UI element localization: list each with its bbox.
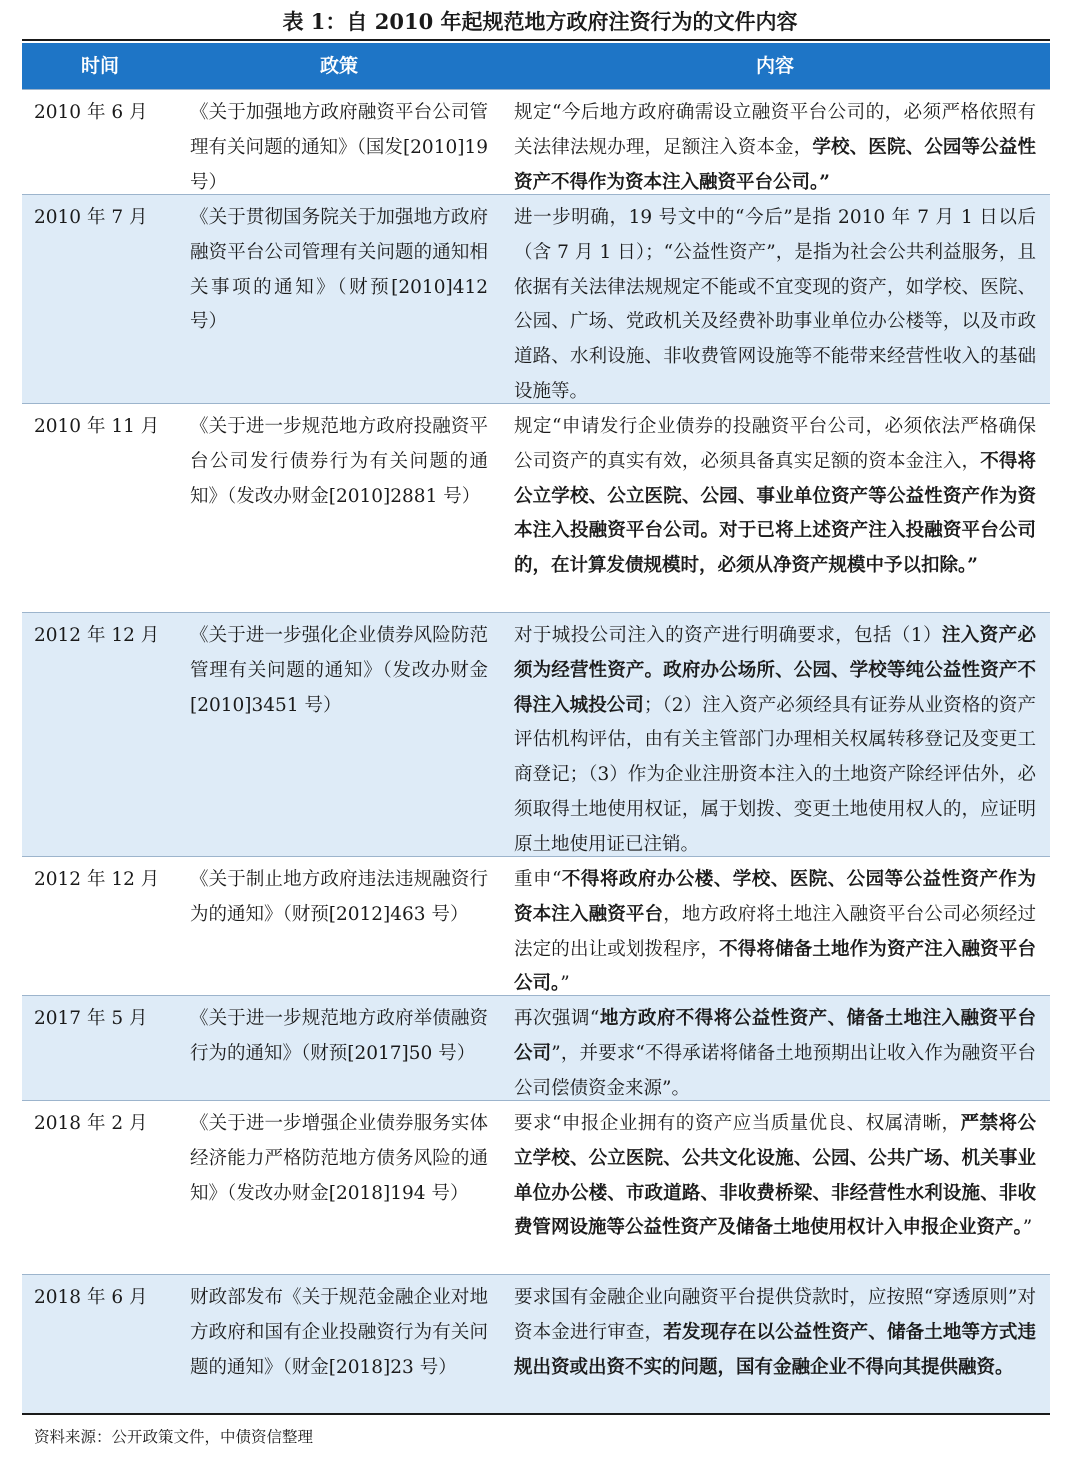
- content-text: 要求“申报企业拥有的资产应当质量优良、权属清晰，: [514, 1113, 961, 1134]
- table-header: [22, 43, 1050, 89]
- row-time: 2018 年 2 月: [34, 1113, 148, 1134]
- content-emphasis: 若发现存在以公益性资产、储备土地等方式违规出资或出资不实的问题，国有金融企业不得向其提供融资。: [514, 1321, 1036, 1378]
- table-bottom-rule: [22, 1413, 1050, 1415]
- table-row: [22, 194, 1050, 403]
- table-row: [22, 1100, 1050, 1274]
- row-policy: 《关于加强地方政府融资平台公司管理有关问题的通知》（国发[2010]19 号）: [190, 102, 488, 193]
- content-text: ”: [1022, 1217, 1033, 1239]
- content-text: 规定“申请发行企业债券的投融资平台公司，必须依法严格确保公司资产的真实有效，必须具备真实足额的资本金注入，: [514, 416, 1036, 472]
- table-row: [22, 403, 1050, 612]
- row-policy: 《关于制止地方政府违法违规融资行为的通知》（财预[2012]463 号）: [190, 869, 488, 925]
- content-text: 对于城投公司注入的资产进行明确要求，包括（1）: [514, 625, 942, 646]
- column-header-content: 内容: [755, 55, 794, 77]
- content-emphasis: 不得将政府办公楼、学校、医院、公园等公益性资产作为资本注入融资平台: [514, 869, 1036, 925]
- row-content: [514, 1002, 1036, 1106]
- row-time: 2018 年 6 月: [34, 1287, 148, 1308]
- row-policy: 《关于进一步规范地方政府投融资平台公司发行债券行为有关问题的通知》（发改办财金[2010]2881 号）: [190, 416, 488, 507]
- row-policy: 《关于进一步强化企业债券风险防范管理有关问题的通知》（发改办财金[2010]3451 号）: [190, 625, 488, 716]
- content-emphasis: 严禁将公立学校、公立医院、公共文化设施、公园、公共广场、机关事业单位办公楼、市政道路、非收费桥梁、非经营性水利设施、非收费管网设施等公益性资产及储备土地使用权计入申报企业资产。: [514, 1113, 1036, 1239]
- content-text: 要求国有金融企业向融资平台提供贷款时，应按照“穿透原则”对资本金进行审查，: [514, 1287, 1036, 1343]
- content-text: ”，并要求“不得承诺将储备土地预期出让收入作为融资平台公司偿债资金来源”。: [514, 1042, 1036, 1099]
- table-row: [22, 89, 1050, 194]
- row-time: 2010 年 11 月: [34, 416, 160, 437]
- table-title: 表 1：自 2010 年起规范地方政府注资行为的文件内容: [282, 9, 798, 34]
- column-header-policy: 政策: [319, 55, 358, 77]
- content-text: 规定“今后地方政府确需设立融资平台公司的，必须严格依照有关法律法规办理，足额注入资本金，: [514, 102, 1036, 158]
- row-content: [514, 96, 1036, 200]
- table-row: [22, 856, 1050, 995]
- row-time: 2010 年 7 月: [34, 207, 148, 228]
- table-row: [22, 612, 1050, 856]
- content-text: 进一步明确，19 号文中的“今后”是指 2010 年 7 月 1 日以后（含 7 月 1 日）；“公益性资产”，是指为社会公共利益服务，且依据有关法律法规规定不能或不宜变现的资产，如学校、医院、公园、广场、党政机关及经费补助事业单位办公楼等，以及市政道路、水利设施、非收费管网设施等不能带来经营性收入的基础设施等。: [514, 207, 1036, 402]
- content-emphasis: 地方政府不得将公益性资产、储备土地注入融资平台公司: [514, 1008, 1036, 1064]
- content-text: ；（2）注入资产必须经具有证券从业资格的资产评估机构评估，由有关主管部门办理相关权属转移登记及变更工商登记；（3）作为企业注册资本注入的土地资产除经评估外，必须取得土地使用权证，属于划拨、变更土地使用权人的，应证明原土地使用证已注销。: [514, 694, 1036, 855]
- content-text: 再次强调“: [514, 1008, 600, 1029]
- row-content: [514, 1281, 1036, 1385]
- column-header-time: 时间: [80, 55, 119, 77]
- row-content: [514, 410, 1036, 584]
- row-content: [514, 863, 1036, 1002]
- content-emphasis: 不得将公立学校、公立医院、公园、事业单位资产等公益性资产作为资本注入投融资平台公司。对于已将上述资产注入投融资平台公司的，在计算发债规模时，必须从净资产规模中予以扣除。”: [514, 450, 1036, 577]
- table-row: [22, 995, 1050, 1100]
- content-text: ”: [560, 973, 570, 995]
- row-content: [514, 201, 1036, 410]
- row-content: [514, 619, 1036, 863]
- content-emphasis: 注入资产必须为经营性资产。政府办公场所、公园、学校等纯公益性资产不得注入城投公司: [514, 625, 1036, 716]
- content-emphasis: 不得将储备土地作为资产注入融资平台公司。: [514, 938, 1036, 995]
- row-policy: 《关于进一步规范地方政府举债融资行为的通知》（财预[2017]50 号）: [190, 1008, 488, 1064]
- row-policy: 财政部发布《关于规范金融企业对地方政府和国有企业投融资行为有关问题的通知》（财金[2018]23 号）: [190, 1287, 488, 1378]
- content-text: ，地方政府将土地注入融资平台公司必须经过法定的出让或划拨程序，: [514, 903, 1036, 960]
- source-note: 资料来源：公开政策文件，中债资信整理: [34, 1428, 314, 1446]
- row-time: 2010 年 6 月: [34, 102, 148, 123]
- table-row: [22, 1274, 1050, 1413]
- row-content: [514, 1107, 1036, 1246]
- content-emphasis: 学校、医院、公园等公益性资产不得作为资本注入融资平台公司。”: [514, 136, 1036, 193]
- content-text: 重申“: [514, 869, 562, 890]
- table-top-rule: [22, 39, 1050, 41]
- row-policy: 《关于贯彻国务院关于加强地方政府融资平台公司管理有关问题的通知相关事项的通知》（财预[2010]412 号）: [190, 207, 488, 333]
- row-time: 2012 年 12 月: [34, 625, 160, 646]
- row-policy: 《关于进一步增强企业债券服务实体经济能力严格防范地方债务风险的通知》（发改办财金[2018]194 号）: [190, 1113, 488, 1204]
- row-time: 2012 年 12 月: [34, 869, 160, 890]
- row-time: 2017 年 5 月: [34, 1008, 148, 1029]
